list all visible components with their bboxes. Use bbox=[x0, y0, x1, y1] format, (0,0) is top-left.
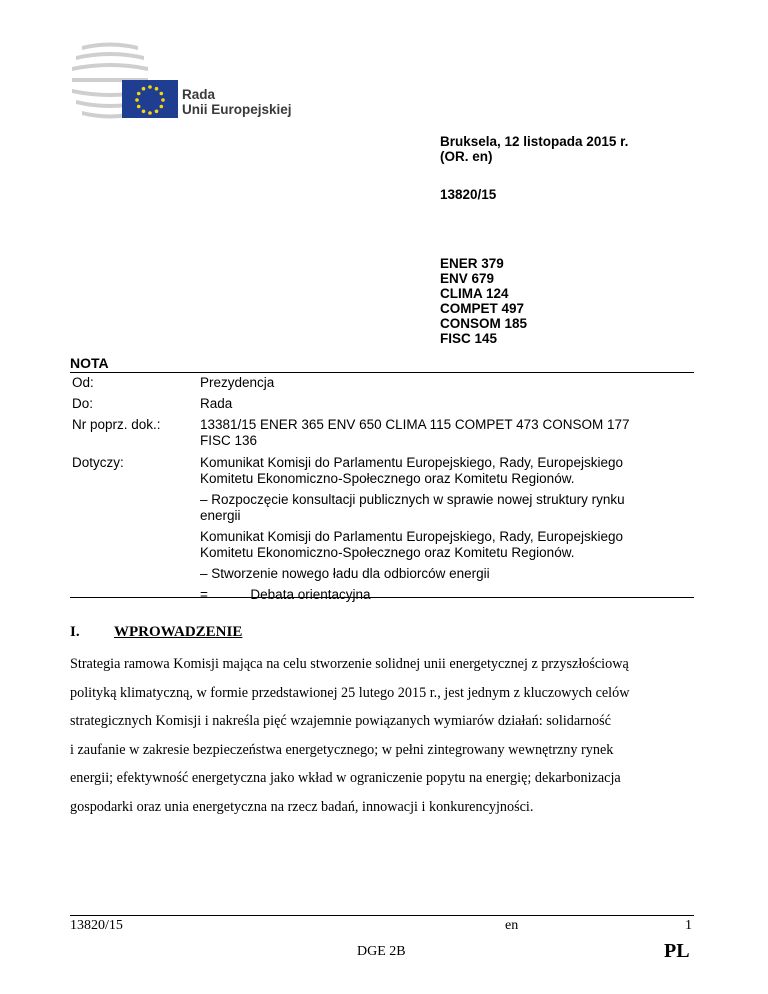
to-value: Rada bbox=[200, 396, 233, 411]
section-title: WPROWADZENIE bbox=[114, 624, 243, 640]
from-value: Prezydencja bbox=[200, 375, 275, 390]
subject-line: – Stworzenie nowego ładu dla odbiorców energii bbox=[200, 566, 490, 581]
organization-name bbox=[182, 87, 292, 117]
from-label: Od: bbox=[72, 375, 94, 390]
code: FISC 145 bbox=[440, 331, 498, 346]
code: COMPET 497 bbox=[440, 301, 525, 316]
subject-line: energii bbox=[200, 508, 241, 523]
organization-line2: Unii Europejskiej bbox=[182, 102, 292, 117]
section-number: I. bbox=[70, 624, 80, 640]
doc-codes bbox=[440, 256, 527, 346]
subject-line: Komunikat Komisji do Parlamentu Europejskiego, Rady, Europejskiego bbox=[200, 529, 623, 544]
language-code: PL bbox=[664, 940, 690, 962]
subject-label: Dotyczy: bbox=[72, 455, 124, 470]
paragraph-line: gospodarki oraz unia energetyczna na rzecz badań, innowacji i konkurencyjności. bbox=[70, 798, 534, 815]
footer-department: DGE 2B bbox=[357, 944, 406, 959]
subject-line: Komitetu Ekonomiczno-Społecznego oraz Komitetu Regionów. bbox=[200, 471, 575, 486]
to-label: Do: bbox=[72, 396, 94, 411]
date-line: Bruksela, 12 listopada 2015 r. bbox=[440, 134, 629, 149]
original-language: (OR. en) bbox=[440, 149, 493, 164]
prev-doc-label: Nr poprz. dok.: bbox=[72, 417, 161, 432]
paragraph-line: energii; efektywność energetyczna jako wkład w ograniczenie popytu na energię; dekarbonizacja bbox=[70, 770, 621, 787]
equals-sign: = bbox=[200, 587, 208, 602]
footer-language: en bbox=[505, 918, 519, 933]
code: CONSOM 185 bbox=[440, 316, 528, 331]
footer-divider bbox=[70, 915, 694, 916]
paragraph-line: polityką klimatyczną, w formie przedstawionej 25 lutego 2015 r., jest jednym z kluczowych celów bbox=[70, 684, 630, 701]
note-title: NOTA bbox=[70, 355, 109, 371]
code: ENV 679 bbox=[440, 271, 495, 286]
body-paragraph bbox=[70, 650, 696, 822]
organization-line1: Rada bbox=[182, 87, 216, 102]
page-number: 1 bbox=[685, 918, 692, 933]
paragraph-line: i zaufanie w zakresie bezpieczeństwa energetycznego; w pełni zintegrowany wewnętrzny rynek bbox=[70, 741, 614, 758]
divider bbox=[70, 597, 694, 598]
document-number: 13820/15 bbox=[440, 187, 497, 202]
paragraph-line: strategicznych Komisji i nakreśla pięć wzajemnie powiązanych wymiarów działań: solidarność bbox=[70, 713, 611, 730]
divider bbox=[70, 372, 694, 373]
debate-label: Debata orientacyjna bbox=[250, 587, 371, 602]
subject-line: Komunikat Komisji do Parlamentu Europejskiego, Rady, Europejskiego bbox=[200, 455, 623, 470]
prev-doc-line: FISC 136 bbox=[200, 433, 258, 448]
prev-doc-value bbox=[200, 417, 690, 449]
code: ENER 379 bbox=[440, 256, 504, 271]
code: CLIMA 124 bbox=[440, 286, 509, 301]
subject-value bbox=[200, 455, 690, 603]
subject-line: – Rozpoczęcie konsultacji publicznych w sprawie nowej struktury rynku bbox=[200, 492, 625, 507]
footer-doc-number: 13820/15 bbox=[70, 918, 123, 933]
subject-line: Komitetu Ekonomiczno-Społecznego oraz Komitetu Regionów. bbox=[200, 545, 575, 560]
paragraph-line: Strategia ramowa Komisji mająca na celu stworzenie solidnej unii energetycznej z przyszłościową bbox=[70, 656, 629, 672]
prev-doc-line: 13381/15 ENER 365 ENV 650 CLIMA 115 COMPET 473 CONSOM 177 bbox=[200, 417, 630, 432]
